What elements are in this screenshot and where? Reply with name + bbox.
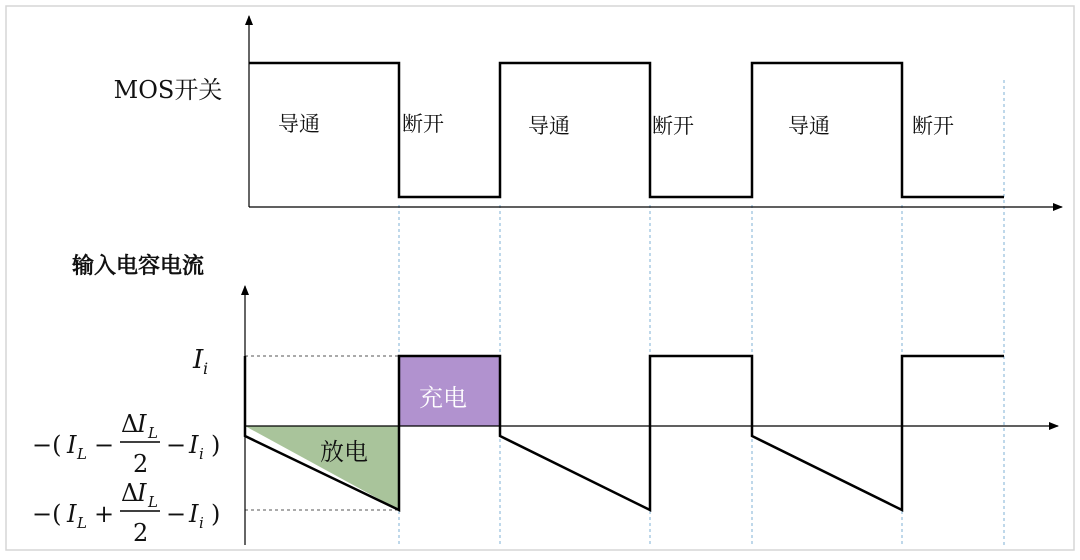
svg-text:−(: −( [32, 431, 62, 459]
svg-text:L: L [148, 424, 158, 442]
svg-text:): ) [211, 431, 221, 459]
svg-text:I: I [137, 479, 147, 507]
svg-text:−(: −( [32, 500, 62, 528]
svg-text:−: − [94, 431, 115, 459]
svg-text:L: L [77, 445, 87, 463]
level-low-label [32, 479, 220, 547]
guide-lines [399, 80, 1004, 545]
svg-text:2: 2 [133, 450, 149, 478]
state-label-4: 断开 [652, 114, 694, 138]
svg-text:I: I [137, 410, 147, 438]
svg-text:I: I [189, 500, 199, 528]
svg-text:L: L [77, 514, 87, 532]
state-labels [278, 112, 954, 138]
charge-label: 充电 [419, 384, 467, 412]
state-label-2: 断开 [402, 112, 444, 136]
svg-text:+: + [94, 500, 115, 528]
state-label-5: 导通 [788, 114, 830, 138]
mos-label: MOS开关 [113, 76, 223, 104]
state-label-6: 断开 [912, 114, 954, 138]
svg-text:I: I [67, 500, 77, 528]
svg-text:i: i [203, 359, 209, 378]
svg-text:I: I [193, 345, 204, 375]
mos-switch-waveform [249, 63, 1004, 197]
current-label: 输入电容电流 [72, 253, 205, 279]
svg-text:L: L [148, 493, 158, 511]
level-mid-label [32, 410, 220, 478]
discharge-label: 放电 [320, 438, 368, 466]
svg-text:Δ: Δ [121, 479, 139, 507]
svg-text:i: i [199, 514, 204, 532]
state-label-1: 导通 [278, 112, 320, 136]
svg-text:−: − [166, 431, 187, 459]
svg-text:2: 2 [133, 519, 149, 547]
svg-text:I: I [189, 431, 199, 459]
svg-text:): ) [211, 500, 221, 528]
state-label-3: 导通 [528, 114, 570, 138]
level-ii-label [192, 345, 208, 378]
svg-text:Δ: Δ [121, 410, 139, 438]
svg-text:−: − [166, 500, 187, 528]
svg-text:I: I [67, 431, 77, 459]
svg-text:i: i [199, 445, 204, 463]
